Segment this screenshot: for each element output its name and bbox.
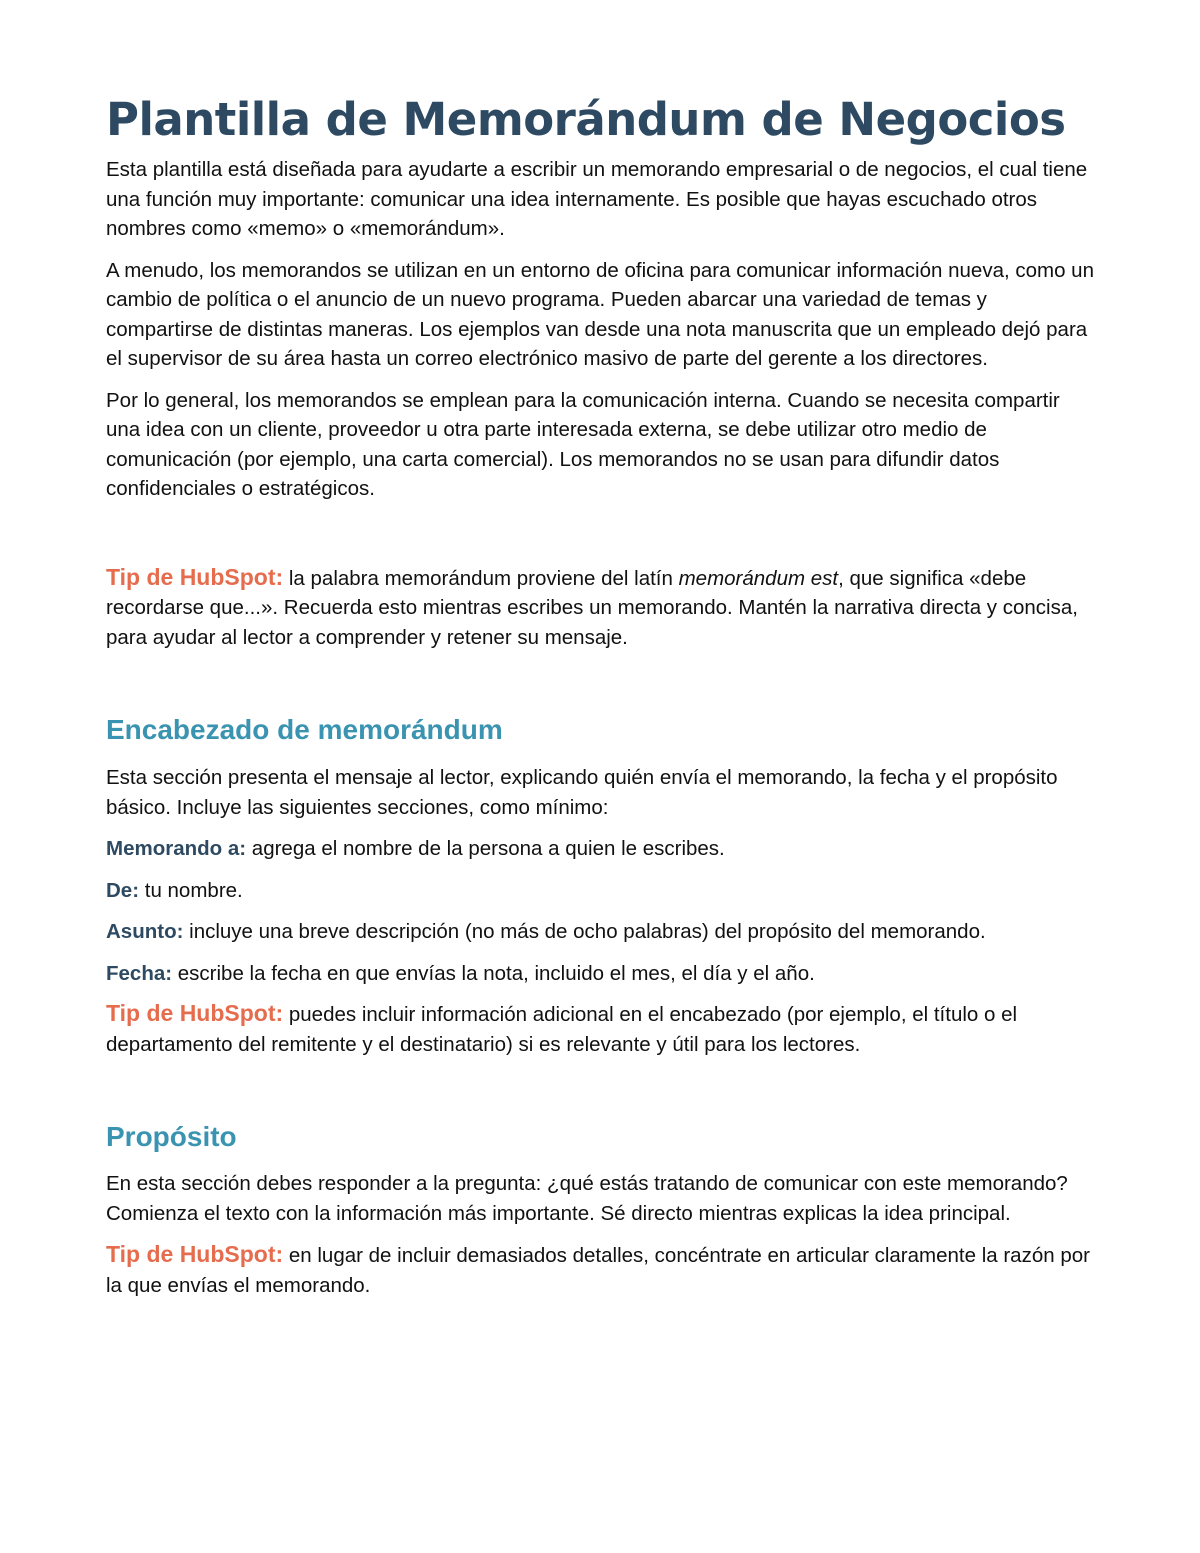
tip-emphasis: memorándum est [678, 566, 839, 590]
memo-field-date [106, 959, 1096, 989]
field-label: De: [106, 878, 140, 902]
intro-paragraph: A menudo, los memorandos se utilizan en un entorno de oficina para comunicar información nueva, como un cambio de política o el anuncio de un nuevo programa. Pueden abarcar una variedad de temas y compartirse de distintas maneras. Los ejemplos van desde una nota manuscrita que un empleado dejó para el supervisor de su área hasta un correo electrónico masivo de parte del gerente a los directores. [106, 258, 1094, 370]
tip-label: Tip de HubSpot: [106, 1000, 284, 1026]
field-text: tu nombre. [139, 878, 243, 902]
hubspot-tip [106, 999, 1096, 1059]
tip-text: la palabra memorándum proviene del latín [283, 566, 679, 590]
document-page [106, 90, 1096, 1300]
tip-label: Tip de HubSpot: [106, 563, 284, 590]
tip-text: en lugar de incluir demasiados detalles, concéntrate en articular claramente la razón por la que envías el memorando. [106, 1244, 1090, 1297]
field-text: incluye una breve descripción (no más de ocho palabras) del propósito del memorando. [183, 920, 986, 943]
section-heading-encabezado: Encabezado de memorándum [106, 714, 503, 745]
hubspot-tip [106, 1240, 1096, 1300]
field-label: Memorando a: [106, 837, 247, 860]
tip-text: puedes incluir información adicional en el encabezado (por ejemplo, el título o el departamento del remitente y el destinatario) si es relevante y útil para los lectores. [106, 1003, 1018, 1056]
field-text: escribe la fecha en que envías la nota, incluido el mes, el día y el año. [172, 961, 815, 985]
section-paragraph: Esta sección presenta el mensaje al lector, explicando quién envía el memorando, la fecha y el propósito básico. Incluye las siguientes secciones, como mínimo: [106, 766, 1058, 819]
intro-paragraph: Por lo general, los memorandos se emplean para la comunicación interna. Cuando se necesita compartir una idea con un cliente, proveedor u otra parte interesada externa, se debe utilizar otro medio de comunicación (por ejemplo, una carta comercial). Los memorandos no se usan para difundir datos confidenciales o estratégicos. [106, 388, 1060, 500]
tip-text: , que significa «debe recordarse que...». Recuerda esto mientras escribes un memorando. Mantén la narrativa directa y concisa, para ayudar al lector a comprender y retener su mensaje. [106, 566, 1078, 649]
memo-field-from [106, 876, 1096, 906]
memo-field-to [106, 834, 1096, 864]
intro-paragraph: Esta plantilla está diseñada para ayudarte a escribir un memorando empresarial o de negocios, el cual tiene una función muy importante: comunicar una idea internamente. Es posible que hayas escuchado otros nombres como «memo» o «memorándum». [106, 158, 1088, 240]
tip-label: Tip de HubSpot: [106, 1241, 284, 1267]
field-label: Fecha: [106, 961, 173, 985]
field-label: Asunto: [106, 920, 184, 943]
document-title: Plantilla de Memorándum de Negocios [106, 93, 1066, 146]
section-heading-proposito: Propósito [106, 1121, 237, 1152]
memo-field-subject [106, 917, 1096, 947]
field-text: agrega el nombre de la persona a quien le escribes. [246, 837, 725, 860]
section-paragraph: En esta sección debes responder a la pregunta: ¿qué estás tratando de comunicar con este memorando? Comienza el texto con la información más importante. Sé directo mientras explicas la idea principal. [106, 1172, 1068, 1225]
hubspot-tip [106, 563, 1096, 653]
